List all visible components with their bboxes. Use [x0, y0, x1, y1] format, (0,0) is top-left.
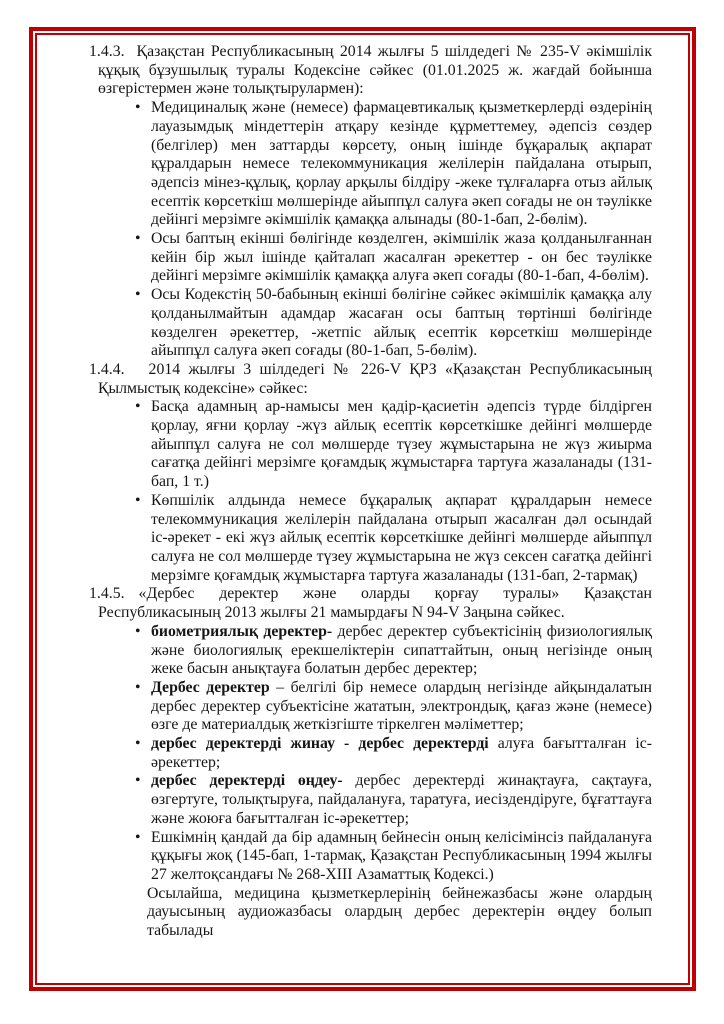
list-item [89, 286, 652, 361]
section-number-tab [125, 597, 139, 598]
section-number: 1.4.3. [89, 43, 125, 60]
bullet-bold-lead: дербес деректерді өңдеу- [151, 772, 343, 790]
section-number-tab [125, 55, 137, 56]
document-content [89, 43, 652, 941]
section-bullet-list [89, 99, 652, 361]
bullet-text: алуға бағытталған іс-әрекеттер; [151, 735, 652, 771]
bullet-text: дербес деректерді жинақтауға, сақтауға, өзгертуге, толықтыруға, пайдалануға, таратуға, иесіздендіруге, бұғаттауға және жоюға бағытталған іс-әрекеттер; [151, 772, 652, 827]
list-item [89, 735, 652, 772]
section-number: 1.4.5. [89, 585, 125, 603]
bullet-text: Осы Кодекстің 50-бабының екінші бөлігіне сәйкес әкімшілік қамаққа алу қолданылмайтын адамдар жасаған осы баптың төртінші бөлігінде көзделген әрекеттер, -жетпіс айлық есептік көрсеткіш мөлшерінде айыппұл салуға әкеп соғады (80-1-бап, 5-бөлім). [151, 286, 652, 360]
list-item [89, 398, 652, 492]
section-heading [89, 43, 652, 99]
bullet-text: Ешкімнің қандай да бір адамның бейнесін оның келісімінсіз пайдалануға құқығы жоқ (145-бап, 1-тармақ, Қазақстан Республикасының 1994 жылғы 27 желтоқсандағы № 268-XIII Азаматтық Кодексі.) [151, 828, 652, 883]
section-intro: «Дербес деректер және оларды қорғау туралы» Қазақстан Республикасының 2013 жылғы 21 мамырдағы N 94-V Заңына сәйкес. [98, 585, 652, 622]
bullet-text: – белгілі бір немесе олардың негізінде айқындалатын дербес деректер субъектісіне жататын, электрондық, қағаз және (немесе) өзге де материалдық жеткізгіште тіркелген мәліметтер; [151, 678, 653, 734]
section-intro: 2014 жылғы 3 шілдедегі № 226-V ҚРЗ «Қазақстан Республикасының Қылмыстық кодексіне» сәйкес: [98, 360, 652, 397]
bullet-text: Осы баптың екінші бөлігінде көзделген, әкімшілік жаза қолданылғаннан кейін бір жыл ішінде қайталап жасалған әрекеттер - он бес тәулікке дейінгі мерзімге әкімшілік қамаққа алуға әкеп соғады (80-1-бап, 4-бөлім). [151, 230, 652, 285]
list-item [89, 829, 652, 885]
section-number: 1.4.4. [89, 360, 125, 378]
closing-paragraph: Осылайша, медицина қызметкерлерінің бейнежазбасы және олардың дауысының аудиожазбасы олардың дербес деректерін өңдеу болып табылады [147, 884, 652, 940]
page-border-frame [29, 27, 696, 991]
bullet-text: Басқа адамның ар-намысы мен қадір-қасиетін әдепсіз түрде білдірген қорлау, яғни қорлау -жүз айлық есептік көрсеткішке дейінгі мөлшерде айыппұл салуға не сол мөлшерде түзеу жұмыстарына не жүз жиырма сағатқа дейінгі мерзімге қоғамдық жұмыстарға тартуға жазаланады (131-бап, 1 т.) [151, 398, 652, 491]
list-item [89, 679, 652, 735]
list-item [89, 230, 652, 286]
section-bullet-list [89, 398, 652, 585]
bullet-text: Көпшілік алдында немесе бұқаралық ақпарат құралдарын немесе телекоммуникация желілерін пайдалана отырып жасалған дәл осындай іс-әрекет - екі жүз айлық есептік көрсеткішке дейінгі мөлшерде айыппұл салуға не сол мөлшерде түзеу жұмыстарына не жүз сексен сағатқа дейінгі мерзімге қоғамдық жұмыстарға тартуға жазаланады (131-бап, 2-тармақ) [151, 491, 652, 584]
bullet-bold-lead: биометриялық деректер- [151, 622, 333, 640]
bullet-bold-lead: дербес деректерді жинау - дербес деректерді [151, 735, 489, 753]
list-item [89, 623, 652, 679]
section-number-tab [125, 373, 149, 374]
bullet-text: дербес деректер субъектісінің физиологиялық және биологиялық ерекшеліктерін сипаттайтын, оның негізінде оның жеке басын анықтауға болатын дербес деректер; [151, 622, 652, 678]
list-item [89, 772, 652, 828]
list-item [89, 99, 652, 230]
section-heading [89, 361, 652, 398]
list-item [89, 492, 652, 586]
section-intro: Қазақстан Республикасының 2014 жылғы 5 шілдедегі № 235-V әкімшілік құқық бұзушылық туралы Кодексіне сәйкес (01.01.2025 ж. жағдай бойынша өзгерістермен және толықтырулармен): [98, 43, 652, 98]
bullet-text: Медициналық және (немесе) фармацевтикалық қызметкерлерді өздерінің лауазымдық міндеттерін атқару кезінде құрметтемеу, әдепсіз сөздер (белгілер) мен заттарды көрсету, оның ішінде бұқаралық ақпарат құралдарын немесе телекоммуникация желілерін пайдалана отырып, әдепсіз мінез-құлық, қорлау арқылы білдіру -жеке тұлғаларға отыз айлық есептік көрсеткіш мөлшерінде айыппұл салуға әкеп соғады не он тәулікке дейінгі мерзімге әкімшілік қамаққа алынады (80-1-бап, 2-бөлім). [151, 99, 652, 229]
section-bullet-list [89, 623, 652, 885]
section-heading [89, 585, 652, 622]
bullet-bold-lead: Дербес деректер [151, 678, 270, 696]
page-border-inner [35, 33, 690, 985]
